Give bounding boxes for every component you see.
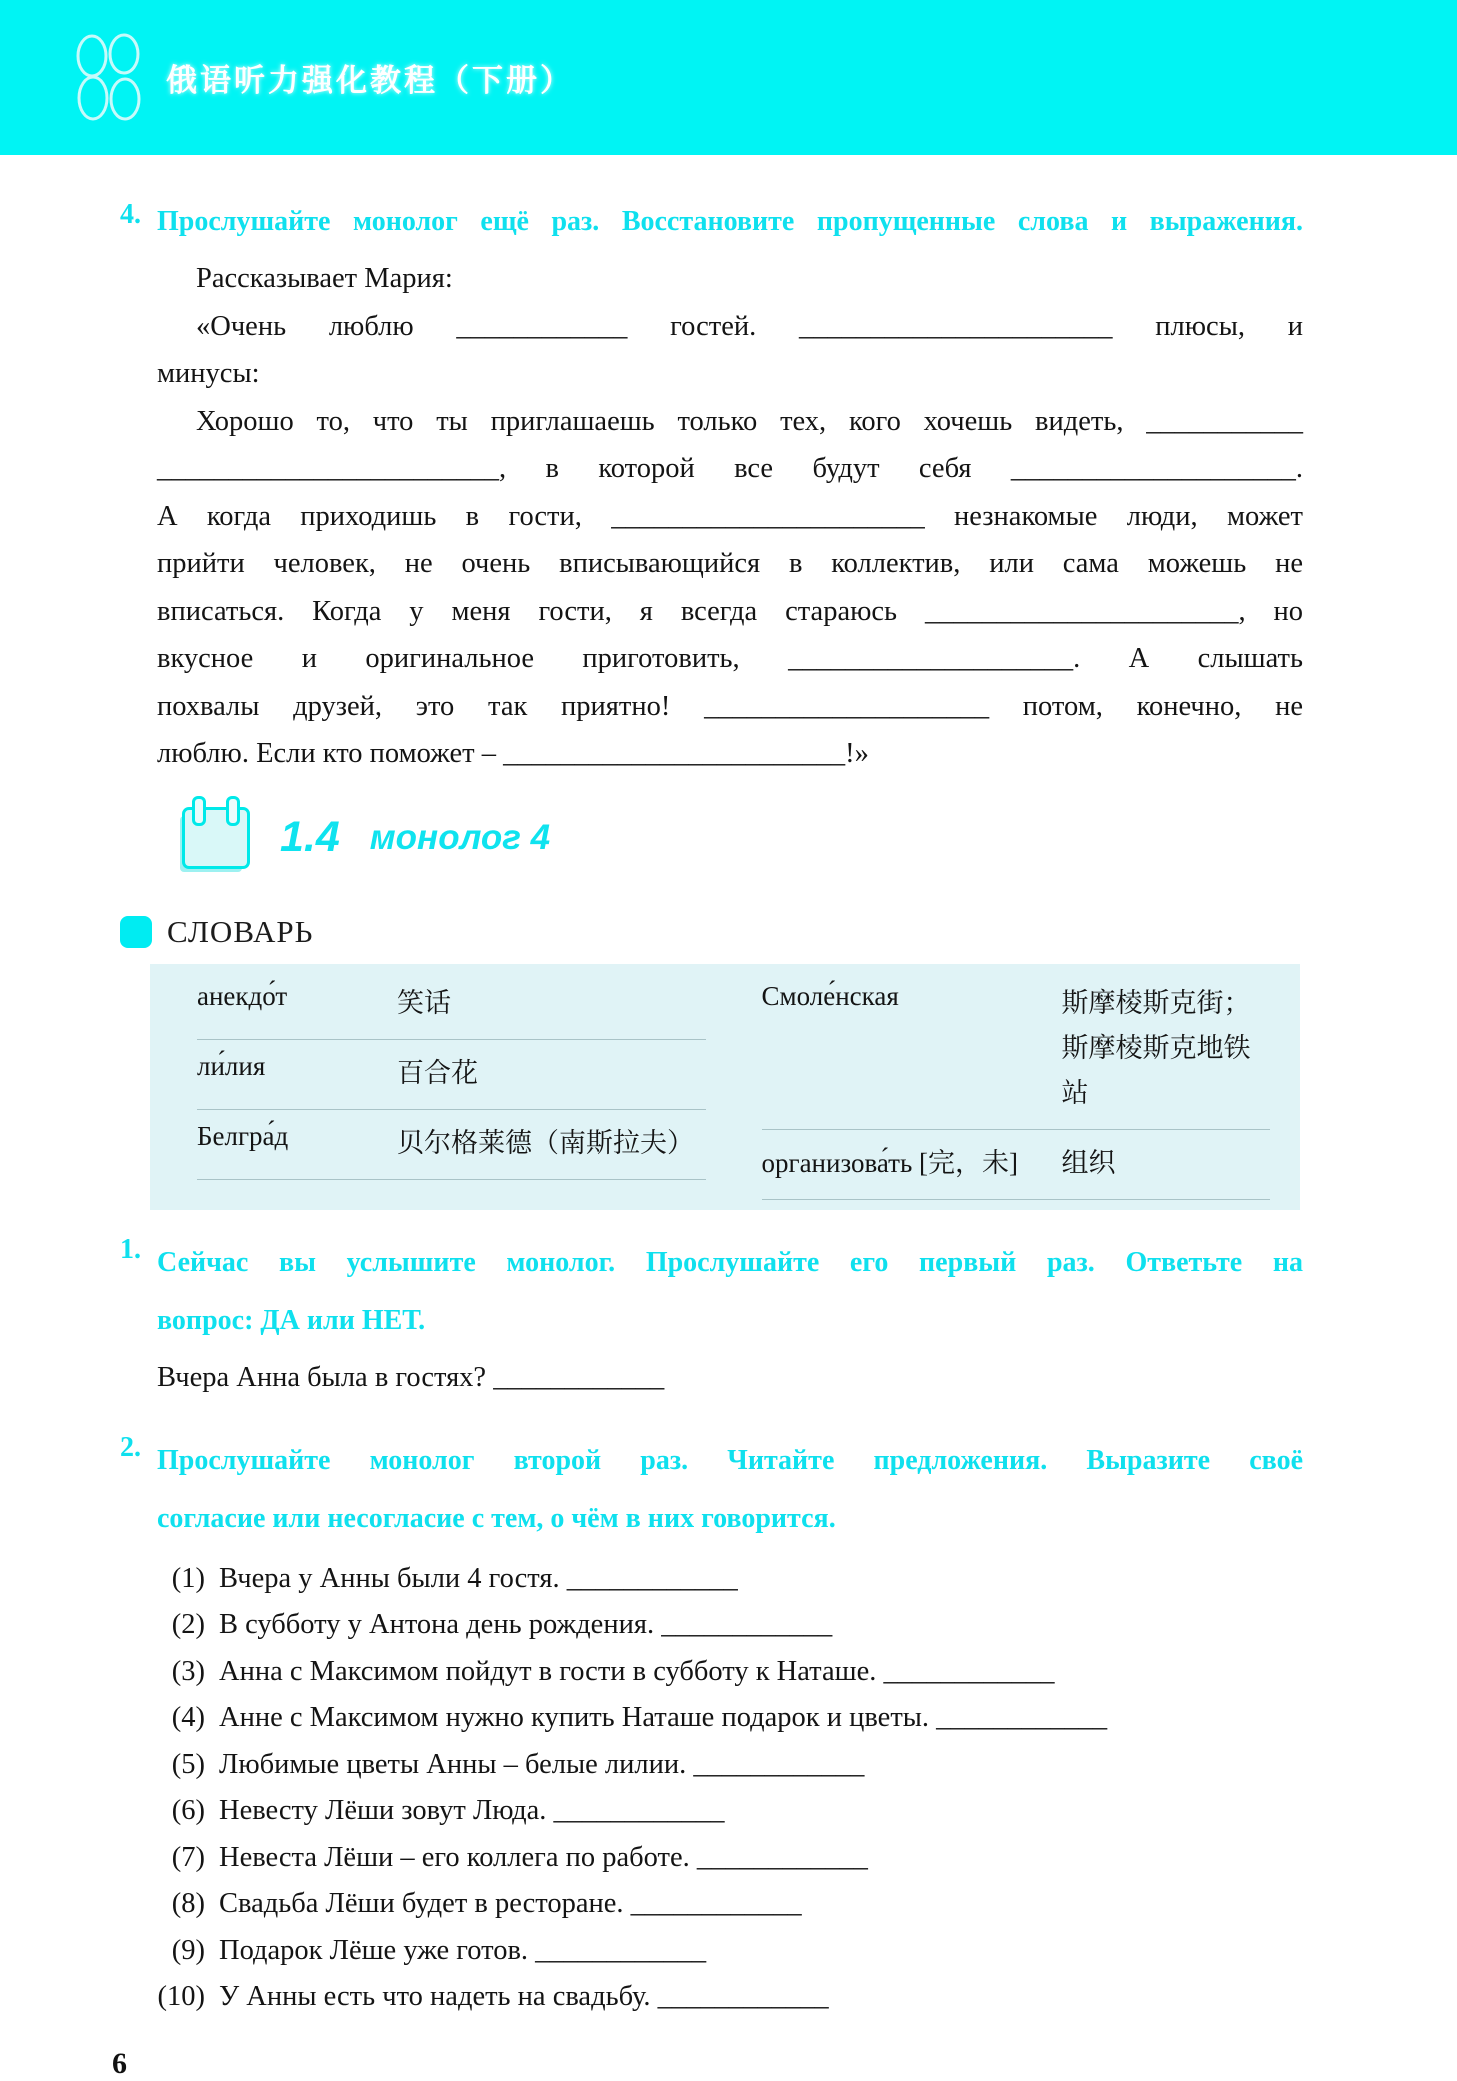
item-text: Невесту Лёши зовут Люда. ____________ [219, 1795, 725, 1826]
list-item [120, 1649, 1303, 1696]
page-content [120, 199, 1303, 2021]
list-item [120, 1788, 1303, 1835]
vocab-russian: организова́ть [完，未] [761, 1147, 1018, 1178]
page-header-band [0, 0, 1457, 155]
item-text: Подарок Лёше уже готов. ____________ [219, 1934, 707, 1966]
exercise-4 [120, 199, 1303, 778]
item-text: Вчера у Анны были 4 гостя. ____________ [219, 1562, 738, 1594]
section-number: 1.4 [280, 813, 340, 861]
item-text: У Анны есть что надеть на свадьбу. ____________ [219, 1981, 829, 2012]
vocab-row [197, 970, 706, 1040]
vocab-chinese: 斯摩棱斯克街；斯摩棱斯克地铁站 [1061, 987, 1251, 1108]
paragraph-line: похвалы друзей, это так приятно! ____________________ потом, конечно, не [157, 690, 1303, 722]
paragraph-line: прийти человек, не очень вписывающийся в коллектив, или сама можешь не [157, 548, 1303, 579]
paragraph-line: вписаться. Когда у меня гости, я всегда стараюсь ______________________, но [157, 595, 1303, 627]
heading-line: согласие или несогласие с тем, о чём в них говорится. [157, 1502, 836, 1534]
exercise-1-number: 1. [120, 1233, 141, 1265]
vocab-russian: анекдо́т [197, 980, 288, 1011]
vocab-russian: Смоле́нская [761, 980, 899, 1011]
vocab-row [197, 1110, 706, 1180]
item-number: (1) [171, 1562, 205, 1594]
item-number: (8) [171, 1888, 205, 1919]
section-title: монолог 4 [369, 817, 551, 857]
paragraph-line: вкусное и оригинальное приготовить, ____________________. А слышать [157, 643, 1303, 674]
item-number: (9) [171, 1934, 205, 1966]
paragraph-line: «Очень люблю ____________ гостей. ______________________ плюсы, и [196, 310, 1303, 342]
exercise-1-heading [120, 1234, 1303, 1350]
vocab-bullet-icon [120, 916, 152, 948]
item-text: Свадьба Лёши будет в ресторане. ____________ [219, 1888, 802, 1919]
yes-no-question: Вчера Анна была в гостях? ____________ [157, 1361, 665, 1393]
exercise-2 [120, 1432, 1303, 2021]
section-banner-1-4 [182, 792, 1303, 884]
list-item [120, 1556, 1303, 1603]
monologue-gap-fill [157, 255, 1303, 778]
vocabulary-table [150, 964, 1300, 1210]
vocab-chinese: 百合花 [397, 1057, 478, 1088]
item-number: (3) [171, 1655, 205, 1687]
vocab-chinese: 笑话 [397, 987, 451, 1018]
heading-line: Сейчас вы услышите монолог. Прослушайте его первый раз. Ответьте на [157, 1246, 1303, 1278]
vocabulary-header [120, 914, 1303, 950]
page-number: 6 [112, 2046, 127, 2080]
vocab-russian: ли́лия [197, 1050, 266, 1081]
list-item [120, 1742, 1303, 1789]
vocabulary-section [120, 914, 1303, 1210]
vocab-column-right [762, 970, 1271, 1200]
item-text: Анна с Максимом пойдут в гости в субботу к Наташе. ____________ [219, 1655, 1055, 1687]
paragraph-line: ________________________, в которой все будут себя ____________________. [157, 453, 1303, 484]
list-item [120, 1695, 1303, 1742]
paragraph-line: минусы: [157, 358, 260, 389]
paragraph-line: Хорошо то, что ты приглашаешь только тех, кого хочешь видеть, ___________ [196, 405, 1303, 437]
vocab-chinese: 组织 [1061, 1147, 1116, 1178]
heading-line: Прослушайте монолог второй раз. Читайте предложения. Выразите своё [157, 1444, 1303, 1476]
exercise-2-heading [120, 1432, 1303, 1548]
heading-line: вопрос: ДА или НЕТ. [157, 1304, 426, 1336]
vocab-russian: Белгра́д [197, 1120, 289, 1151]
paragraph-line: Рассказывает Мария: [196, 263, 453, 294]
list-item [120, 1928, 1303, 1975]
item-text: Любимые цветы Анны – белые лилии. ____________ [219, 1748, 865, 1780]
vocabulary-title: СЛОВАРЬ [167, 913, 314, 949]
item-number: (10) [157, 1981, 205, 2012]
page-footer [0, 2047, 1457, 2081]
item-number: (2) [171, 1609, 205, 1640]
list-item [120, 1602, 1303, 1649]
list-item [120, 1881, 1303, 1928]
vocab-row [762, 970, 1271, 1130]
paragraph-line: люблю. Если кто поможет – ________________________!» [157, 738, 869, 769]
exercise-4-number: 4. [120, 199, 141, 230]
four-petal-logo-icon [74, 32, 142, 124]
vocab-row [762, 1130, 1271, 1200]
item-number: (5) [171, 1748, 205, 1780]
exercise-4-heading [120, 199, 1303, 245]
item-text: Анне с Максимом нужно купить Наташе подарок и цветы. ____________ [219, 1702, 1108, 1733]
paragraph-line: А когда приходишь в гости, ______________________ незнакомые люди, может [157, 500, 1303, 532]
item-text: В субботу у Антона день рождения. ____________ [219, 1609, 833, 1640]
vocab-row [197, 1040, 706, 1110]
item-number: (4) [171, 1702, 205, 1733]
list-item [120, 1974, 1303, 2021]
item-text: Невеста Лёши – его коллега по работе. ____________ [219, 1841, 868, 1873]
list-item [120, 1835, 1303, 1882]
statement-list [120, 1556, 1303, 2021]
exercise-2-number: 2. [120, 1431, 141, 1463]
calendar-icon [182, 807, 250, 869]
item-number: (7) [171, 1841, 205, 1873]
vocab-chinese: 贝尔格莱德（南斯拉夫） [397, 1127, 694, 1158]
book-title: 俄语听力强化教程（下册） [166, 63, 574, 98]
heading-line: Прослушайте монолог ещё раз. Восстановите пропущенные слова и выражения. [157, 206, 1303, 237]
exercise-1 [120, 1234, 1303, 1402]
vocab-column-left [197, 970, 706, 1200]
item-number: (6) [171, 1795, 205, 1826]
